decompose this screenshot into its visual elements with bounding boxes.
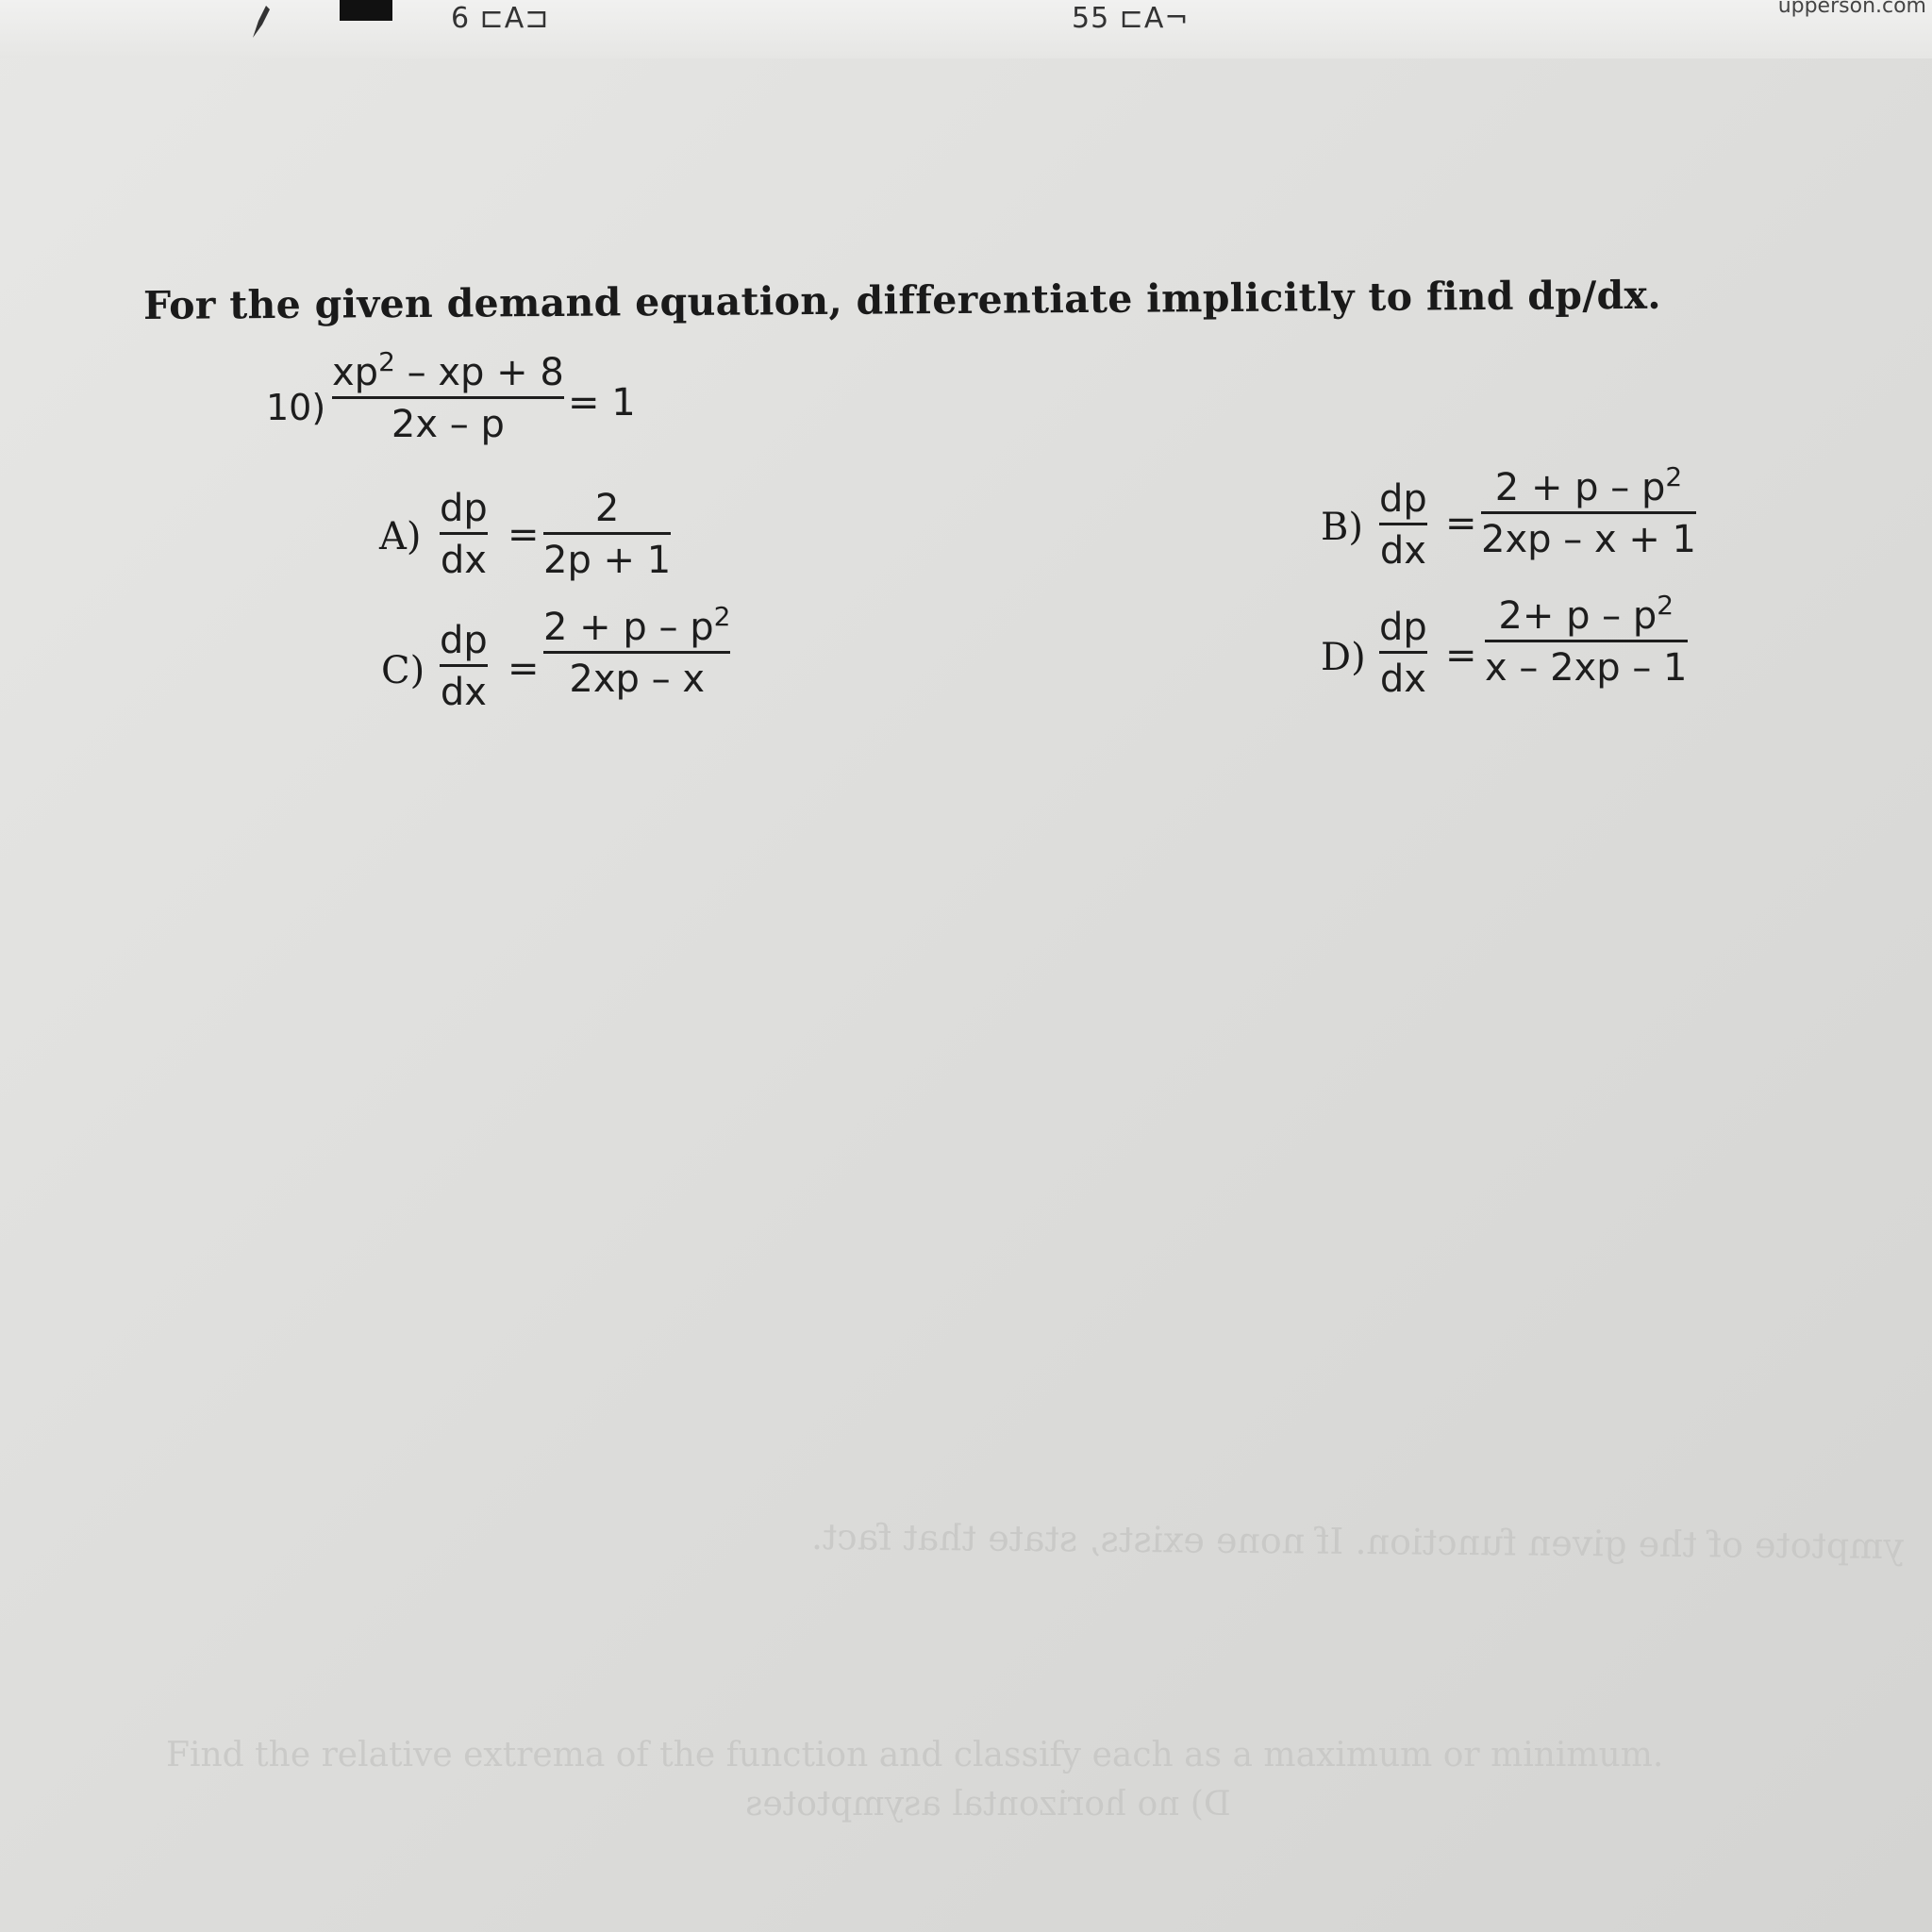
option-d-lhs: dp dx bbox=[1379, 606, 1427, 701]
bleed-through-line-1: ymptote of the given function. If none exists, state that fact. bbox=[810, 1515, 1904, 1568]
fraction-bar bbox=[1485, 640, 1688, 642]
option-c-rhs: $2 + p - p^2$ 2xp – x bbox=[543, 600, 731, 701]
problem-number: 10) bbox=[266, 387, 326, 428]
option-d-label: D) bbox=[1321, 636, 1366, 679]
top-fragment-left: 6 ⊏A⊐ bbox=[451, 2, 550, 35]
option-b-numerator: $2 + p - p^2$ bbox=[1494, 460, 1683, 509]
fraction-bar bbox=[440, 664, 488, 667]
pen-mark bbox=[245, 0, 274, 42]
fraction-bar bbox=[440, 532, 488, 535]
option-d-equals: = bbox=[1445, 634, 1477, 677]
option-c-label: C) bbox=[381, 649, 425, 692]
top-fragment-right: upperson.com bbox=[1777, 0, 1926, 18]
fraction-bar bbox=[1379, 523, 1427, 525]
option-d-numerator: $2+ p - p^2$ bbox=[1498, 589, 1674, 638]
ink-block bbox=[340, 0, 392, 21]
option-b-rhs: $2 + p - p^2$ 2xp – x + 1 bbox=[1481, 460, 1697, 561]
problem-numerator: $xp^2$ – xp + 8 bbox=[332, 345, 564, 394]
top-fragment-middle: 55 ⊏A¬ bbox=[1072, 2, 1190, 35]
option-b-lhs: dp dx bbox=[1379, 477, 1427, 573]
fraction-bar bbox=[543, 651, 730, 654]
fraction-bar bbox=[332, 396, 564, 399]
instruction-text: For the given demand equation, differentiate implicitly to find dp/dx. bbox=[142, 272, 1661, 328]
option-c-equals: = bbox=[508, 647, 540, 691]
top-cut-edge bbox=[0, 0, 1932, 58]
option-d-rhs: $2+ p - p^2$ x – 2xp – 1 bbox=[1485, 589, 1688, 690]
option-a-equals: = bbox=[508, 513, 540, 557]
bleed-through-line-2: Find the relative extrema of the function and classify each as a maximum or minimum. bbox=[166, 1736, 1664, 1774]
fraction-bar bbox=[543, 532, 671, 535]
option-c-lhs: dp dx bbox=[440, 619, 488, 714]
option-b-equals: = bbox=[1445, 502, 1477, 545]
problem-equals-one: = 1 bbox=[568, 381, 636, 425]
option-a-rhs: 2 2p + 1 bbox=[543, 487, 672, 582]
problem-fraction bbox=[332, 345, 564, 446]
option-a-lhs: dp dx bbox=[440, 487, 488, 582]
fraction-bar bbox=[1379, 651, 1427, 654]
problem-denominator: 2x – p bbox=[391, 403, 505, 446]
fraction-bar bbox=[1481, 511, 1696, 514]
bleed-through-line-3: D) no horizontal asymptotes bbox=[745, 1785, 1231, 1824]
option-c-numerator: $2 + p - p^2$ bbox=[543, 600, 731, 649]
option-b-label: B) bbox=[1321, 506, 1363, 549]
option-a-label: A) bbox=[379, 515, 422, 558]
